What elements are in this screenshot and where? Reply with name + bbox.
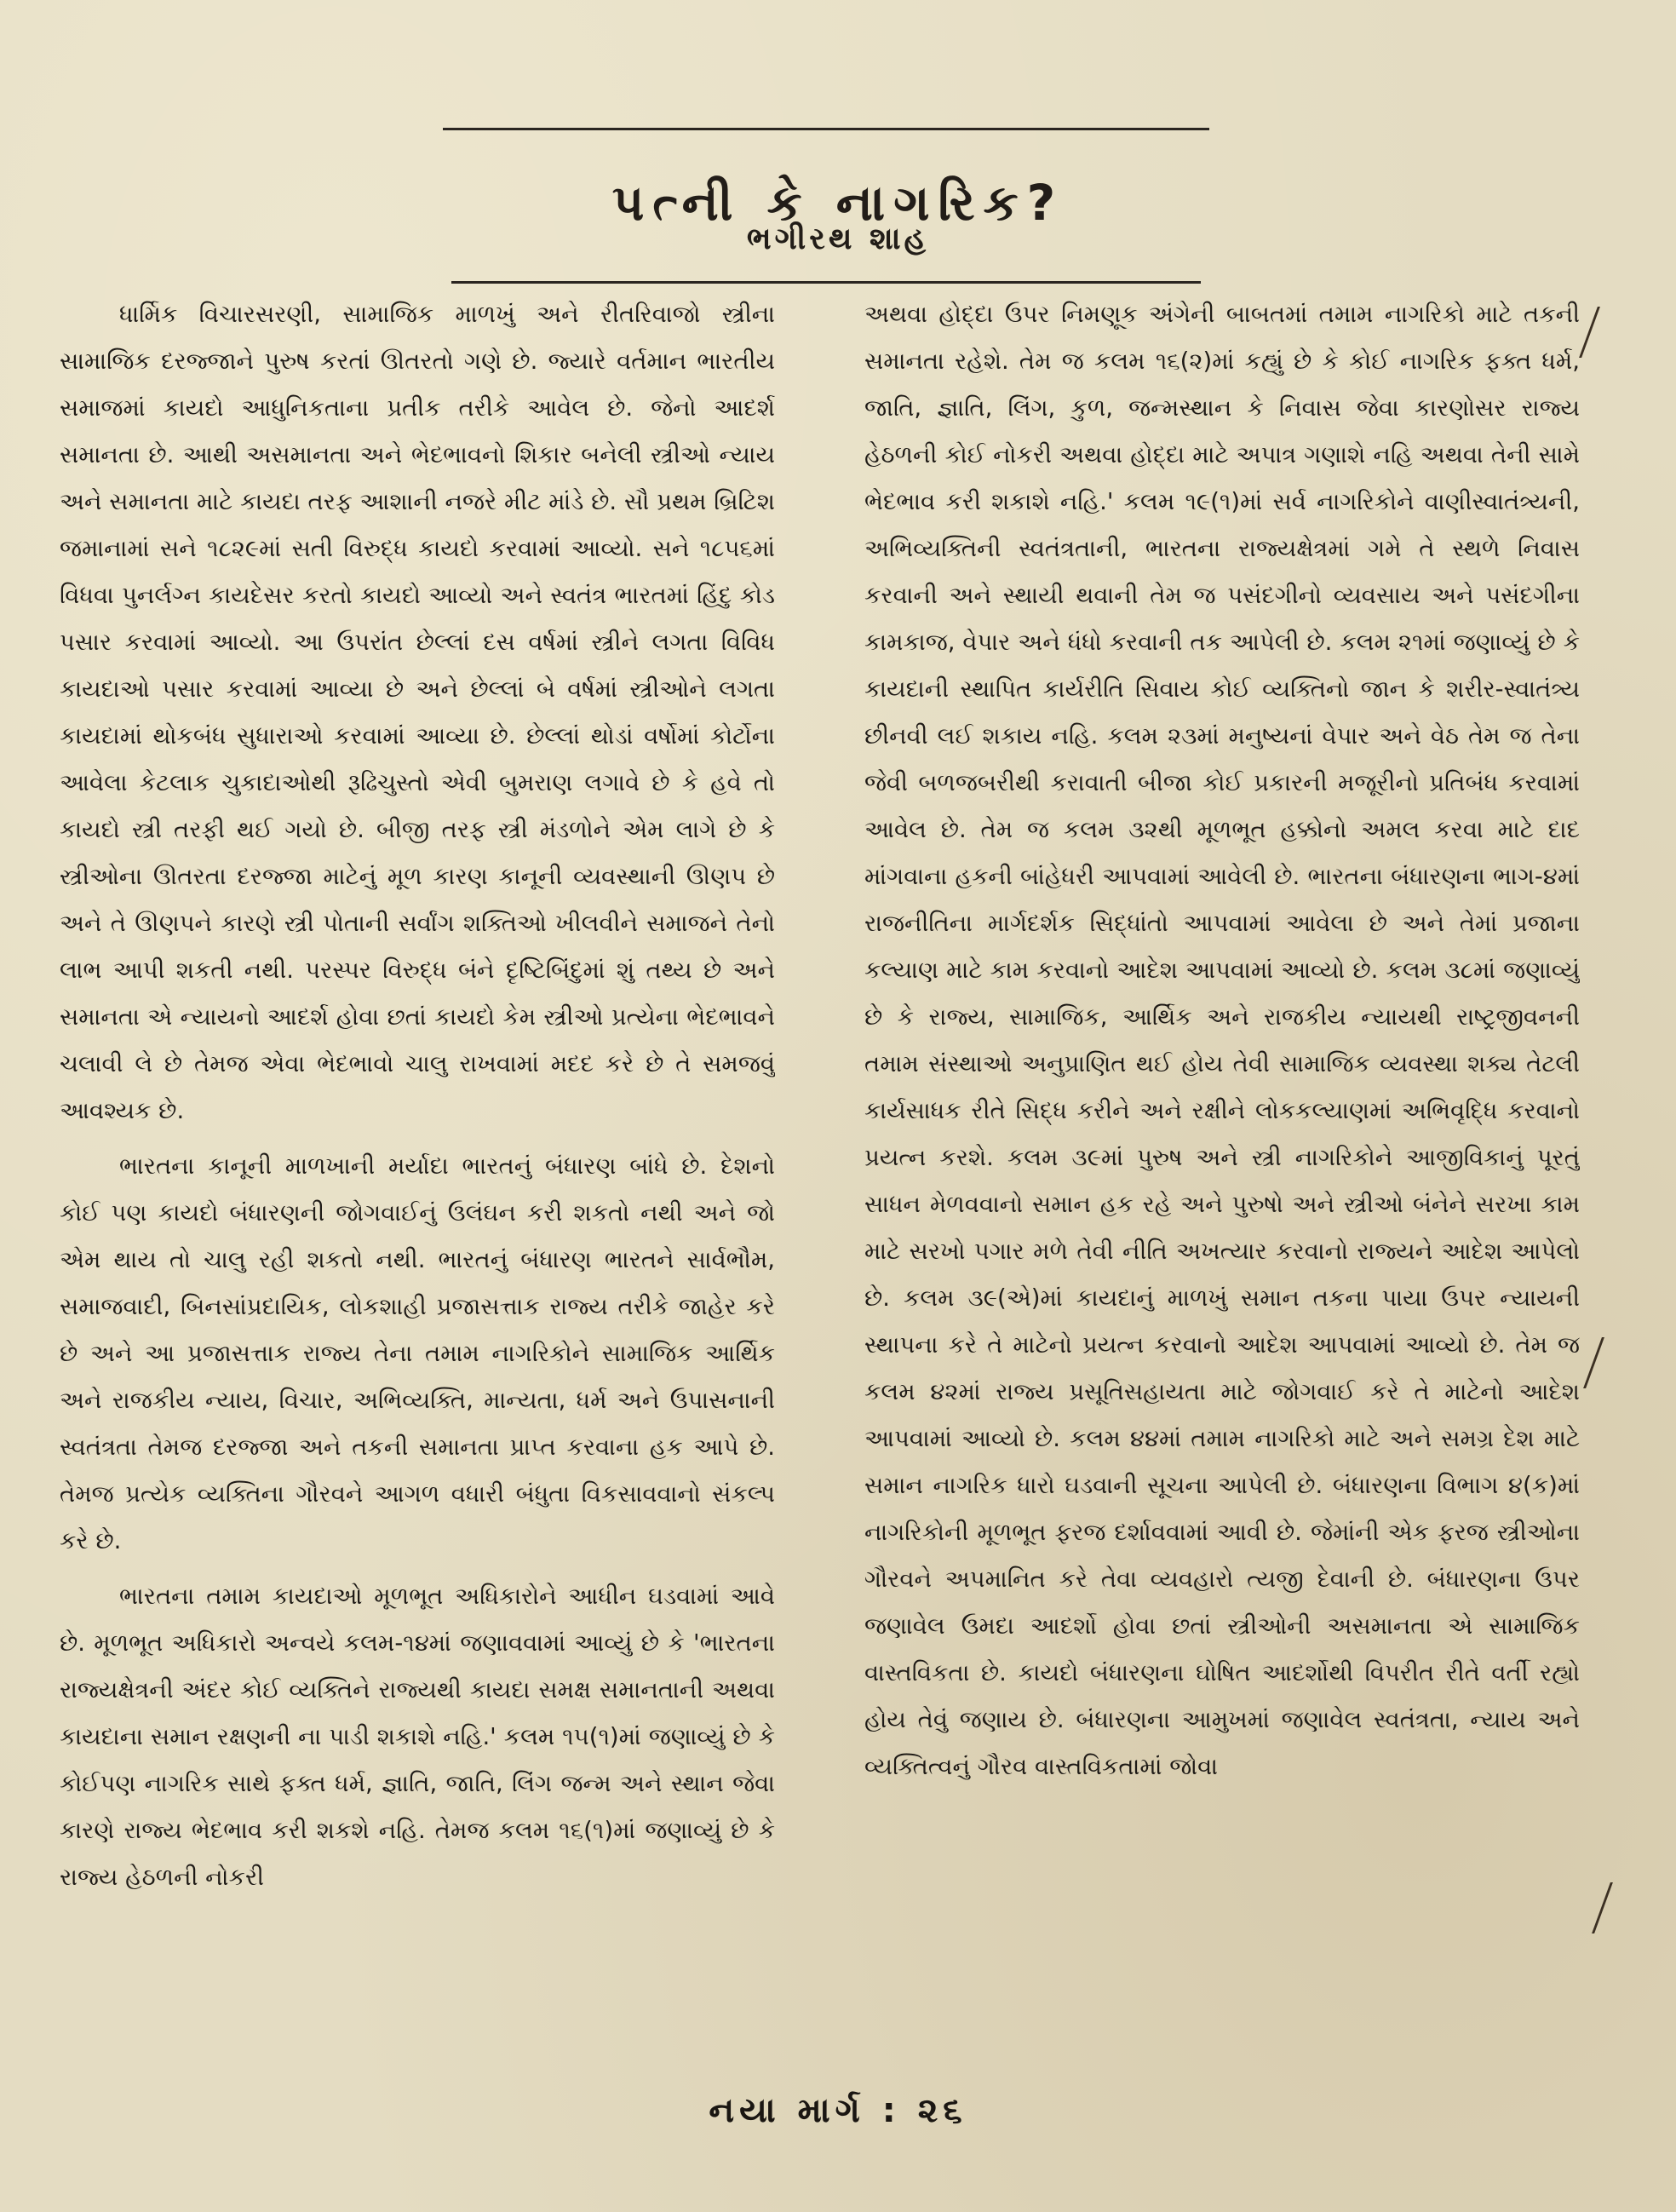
left-paragraph-1: ધાર્મિક વિચારસરણી, સામાજિક માળખું અને રીતરિવાજો સ્ત્રીના સામાજિક દરજ્જાને પુરુષ કરતાં ઊતરતો ગણે છે. જ્યારે વર્તમાન ભારતીય સમાજમાં કાયદો આધુનિકતાના પ્રતીક તરીકે આવેલ છે. જેનો આદર્શ સમાનતા છે. આથી અસમાનતા અને ભેદભાવનો શિકાર બનેલી સ્ત્રીઓ ન્યાય અને સમાનતા માટે કાયદા તરફ આશાની નજરે મીટ માંડે છે. સૌ પ્રથમ બ્રિટિશ જમાનામાં સને ૧૮૨૯માં સતી વિરુદ્ધ કાયદો કરવામાં આવ્યો. સને ૧૮૫૬માં વિધવા પુનર્લગ્ન કાયદેસર કરતો કાયદો આવ્યો અને સ્વતંત્ર ભારતમાં હિંદુ કોડ પસાર કરવામાં આવ્યો. આ ઉપરાંત છેલ્લાં દસ વર્ષમાં સ્ત્રીને લગતા વિવિધ કાયદાઓ પસાર કરવામાં આવ્યા છે અને છેલ્લાં બે વર્ષમાં સ્ત્રીઓને લગતા કાયદામાં થોકબંધ સુધારાઓ કરવામાં આવ્યા છે. છેલ્લાં થોડાં વર્ષોમાં કોર્ટોના આવેલા કેટલાક ચુકાદાઓથી રૂઢિચુસ્તો એવી બુમરાણ લગાવે છે કે હવે તો કાયદો સ્ત્રી તરફી થઈ ગયો છે. બીજી તરફ સ્ત્રી મંડળોને એમ લાગે છે કે સ્ત્રીઓના ઊતરતા દરજ્જા માટેનું મૂળ કારણ કાનૂની વ્યવસ્થાની ઊણપ છે અને તે ઊણપને કારણે સ્ત્રી પોતાની સર્વાંગ શક્તિઓ ખીલવીને સમાજને તેનો લાભ આપી શકતી નથી. પરસ્પર વિરુદ્ધ બંને દૃષ્ટિબિંદુમાં શું તથ્ય છે અને સમાનતા એ ન્યાયનો આદર્શ હોવા છતાં કાયદો કેમ સ્ત્રીઓ પ્રત્યેના ભેદભાવને ચલાવી લે છે તેમજ એવા ભેદભાવો ચાલુ રાખવામાં મદદ કરે છે તે સમજવું આવશ્યક છે. <box>60 301 775 1124</box>
left-paragraph-3: ભારતના તમામ કાયદાઓ મૂળભૂત અધિકારોને આધીન ઘડવામાં આવે છે. મૂળભૂત અધિકારો અન્વયે કલમ-૧૪માં જણાવવામાં આવ્યું છે કે 'ભારતના રાજ્યક્ષેત્રની અંદર કોઈ વ્યક્તિને રાજ્યથી કાયદા સમક્ષ સમાનતાની અથવા કાયદાના સમાન રક્ષણની ના પાડી શકાશે નહિ.' કલમ ૧૫(૧)માં જણાવ્યું છે કે કોઈપણ નાગરિક સાથે ફક્ત ધર્મ, જ્ઞાતિ, જાતિ, લિંગ જન્મ અને સ્થાન જેવા કારણે રાજ્ય ભેદભાવ કરી શકશે નહિ. તેમજ કલમ ૧૬(૧)માં જણાવ્યું છે કે રાજ્ય હેઠળની નોકરી <box>60 1583 775 1891</box>
top-rule <box>443 128 1209 130</box>
article-author: ભગીરથ શાહ <box>746 221 930 256</box>
left-column <box>60 291 775 2003</box>
paper-tear-mark <box>1583 1337 1630 1388</box>
right-paragraph-1: અથવા હોદ્દા ઉપર નિમણૂક અંગેની બાબતમાં તમામ નાગરિકો માટે તકની સમાનતા રહેશે. તેમ જ કલમ ૧૬(૨)માં કહ્યું છે કે કોઈ નાગરિક ફક્ત ધર્મ, જાતિ, જ્ઞાતિ, લિંગ, કુળ, જન્મસ્થાન કે નિવાસ જેવા કારણોસર રાજ્ય હેઠળની કોઈ નોકરી અથવા હોદ્દા માટે અપાત્ર ગણાશે નહિ અથવા તેની સામે ભેદભાવ કરી શકાશે નહિ.' કલમ ૧૯(૧)માં સર્વ નાગરિકોને વાણીસ્વાતંત્ર્યની, અભિવ્યક્તિની સ્વતંત્રતાની, ભારતના રાજ્યક્ષેત્રમાં ગમે તે સ્થળે નિવાસ કરવાની અને સ્થાયી થવાની તેમ જ પસંદગીનો વ્યવસાય અને પસંદગીના કામકાજ, વેપાર અને ધંધો કરવાની તક આપેલી છે. કલમ ૨૧માં જણાવ્યું છે કે કાયદાની સ્થાપિત કાર્યરીતિ સિવાય કોઈ વ્યક્તિનો જાન કે શરીર-સ્વાતંત્ર્ય છીનવી લઈ શકાય નહિ. કલમ ૨૩માં મનુષ્યનાં વેપાર અને વેઠ તેમ જ તેના જેવી બળજબરીથી કરાવાતી બીજા કોઈ પ્રકારની મજૂરીનો પ્રતિબંધ કરવામાં આવેલ છે. તેમ જ કલમ ૩૨થી મૂળભૂત હક્કોનો અમલ કરવા માટે દાદ માંગવાના હકની બાંહેધરી આપવામાં આવેલી છે. ભારતના બંધારણના ભાગ-૪માં રાજનીતિના માર્ગદર્શક સિદ્ધાંતો આપવામાં આવેલા છે અને તેમાં પ્રજાના કલ્યાણ માટે કામ કરવાનો આદેશ આપવામાં આવ્યો છે. કલમ ૩૮માં જણાવ્યું છે કે રાજ્ય, સામાજિક, આર્થિક અને રાજકીય ન્યાયથી રાષ્ટ્રજીવનની તમામ સંસ્થાઓ અનુપ્રાણિત થઈ હોય તેવી સામાજિક વ્યવસ્થા શક્ય તેટલી કાર્યસાધક રીતે સિદ્ધ કરીને અને રક્ષીને લોકકલ્યાણમાં અભિવૃદ્ધિ કરવાનો પ્રયત્ન કરશે. કલમ ૩૯માં પુરુષ અને સ્ત્રી નાગરિકોને આજીવિકાનું પૂરતું સાધન મેળવવાનો સમાન હક રહે અને પુરુષો અને સ્ત્રીઓ બંનેને સરખા કામ માટે સરખો પગાર મળે તેવી નીતિ અખત્યાર કરવાનો રાજ્યને આદેશ આપેલો છે. કલમ ૩૯(એ)માં કાયદાનું માળખું સમાન તકના પાયા ઉપર ન્યાયની સ્થાપના કરે તે માટેનો પ્રયત્ન કરવાનો આદેશ આપવામાં આવ્યો છે. તેમ જ કલમ ૪૨માં રાજ્ય પ્રસૂતિસહાયતા માટે જોગવાઈ કરે તે માટેનો આદેશ આપવામાં આવ્યો છે. કલમ ૪૪માં તમામ નાગરિકો માટે અને સમગ્ર દેશ માટે સમાન નાગરિક ધારો ઘડવાની સૂચના આપેલી છે. બંધારણના વિભાગ ૪(ક)માં નાગરિકોની મૂળભૂત ફરજ દર્શાવવામાં આવી છે. જેમાંની એક ફરજ સ્ત્રીઓના ગૌરવને અપમાનિત કરે તેવા વ્યવહારો ત્યજી દેવાની છે. બંધારણના ઉપર જણાવેલ ઉમદા આદર્શો હોવા છતાં સ્ત્રીઓની અસમાનતા એ સામાજિક વાસ્તવિકતા છે. કાયદો બંધારણના ઘોષિત આદર્શોથી વિપરીત રીતે વર્તી રહ્યો હોય તેવું જણાય છે. બંધારણના આમુખમાં જણાવેલ સ્વતંત્રતા, ન્યાય અને વ્યક્તિત્વનું ગૌરવ વાસ્તવિકતામાં જોવા <box>864 301 1580 1780</box>
paper-tear-mark <box>1592 1882 1639 1933</box>
title-rule <box>451 281 1201 284</box>
article-title: પત્ની કે નાગરિક? <box>611 173 1065 232</box>
paper-tear-mark <box>1579 307 1626 358</box>
left-paragraph-2: ભારતના કાનૂની માળખાની મર્યાદા ભારતનું બંધારણ બાંધે છે. દેશનો કોઈ પણ કાયદો બંધારણની જોગવાઈનું ઉલંઘન કરી શકતો નથી અને જો એમ થાય તો ચાલુ રહી શકતો નથી. ભારતનું બંધારણ ભારતને સાર્વભૌમ, સમાજવાદી, બિનસાંપ્રદાયિક, લોકશાહી પ્રજાસત્તાક રાજ્ય તરીકે જાહેર કરે છે અને આ પ્રજાસત્તાક રાજ્ય તેના તમામ નાગરિકોને સામાજિક આર્થિક અને રાજકીય ન્યાય, વિચાર, અભિવ્યક્તિ, માન્યતા, ધર્મ અને ઉપાસનાની સ્વતંત્રતા તેમજ દરજ્જા અને તકની સમાનતા પ્રાપ્ત કરવાના હક આપે છે. તેમજ પ્રત્યેક વ્યક્તિના ગૌરવને આગળ વધારી બંધુતા વિકસાવવાનો સંકલ્પ કરે છે. <box>60 1152 775 1554</box>
page-footer: નયા માર્ગ : ૨૬ <box>709 2091 967 2130</box>
right-column <box>864 291 1580 2003</box>
